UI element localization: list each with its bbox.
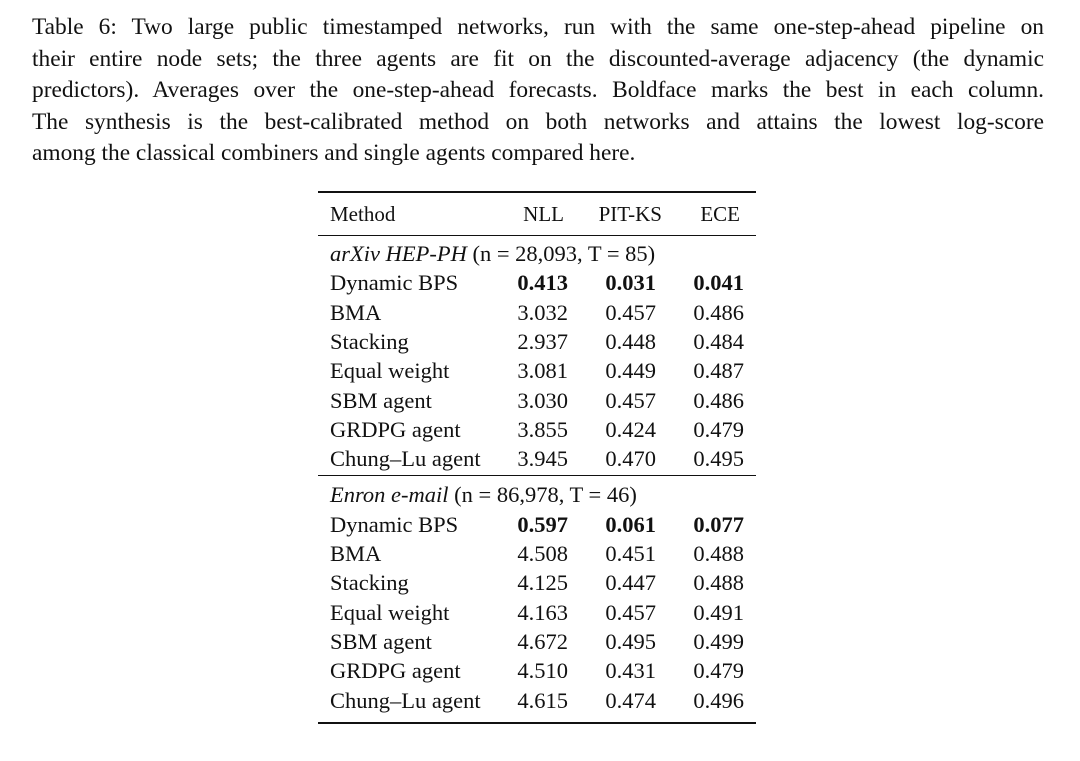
row-method: BMA — [330, 541, 382, 566]
section-rule — [318, 475, 756, 476]
cell-ece: 0.484 — [693, 328, 744, 354]
row-method: Chung–Lu agent — [330, 446, 481, 472]
row-method: SBM agent — [330, 628, 432, 654]
caption-line: Table 6: Two large public timestamped networks, run with the same one-step-ahead pipeline on — [32, 14, 1044, 40]
cell-pit-ks: 0.431 — [605, 658, 656, 684]
caption-line: their entire node sets; the three agents are fit on the discounted-average adjacency (the dynamic — [32, 45, 1044, 72]
cell-ece: 0.495 — [693, 446, 744, 472]
cell-pit-ks: 0.457 — [605, 599, 656, 625]
section-title — [330, 481, 637, 509]
row-method: Stacking — [330, 328, 409, 354]
cell-ece: 0.486 — [693, 387, 744, 413]
column-header-ece: ECE — [700, 202, 740, 226]
row-method: GRDPG agent — [330, 658, 461, 684]
row-method: Dynamic BPS — [330, 511, 459, 537]
table-caption — [32, 12, 1044, 170]
cell-pit-ks: 0.061 — [605, 511, 656, 537]
cell-pit-ks: 0.424 — [605, 416, 656, 442]
row-method: Equal weight — [330, 599, 450, 625]
caption-line: The synthesis is the best-calibrated method on both networks and attains the lowest log-score — [32, 108, 1044, 135]
cell-pit-ks: 0.451 — [605, 541, 656, 566]
row-method: SBM agent — [330, 387, 432, 413]
cell-nll: 3.081 — [517, 358, 568, 384]
cell-pit-ks: 0.447 — [605, 570, 656, 596]
cell-ece: 0.499 — [693, 628, 744, 654]
cell-ece: 0.486 — [693, 299, 744, 325]
cell-pit-ks: 0.457 — [605, 387, 656, 413]
cell-nll: 4.672 — [517, 628, 568, 654]
cell-ece: 0.496 — [693, 687, 744, 713]
cell-pit-ks: 0.474 — [605, 687, 656, 713]
cell-ece: 0.041 — [693, 270, 744, 296]
row-method: Equal weight — [330, 358, 450, 384]
row-method: GRDPG agent — [330, 416, 461, 442]
cell-nll: 3.032 — [517, 299, 568, 325]
row-method: Stacking — [330, 570, 409, 596]
cell-ece: 0.488 — [693, 541, 744, 566]
cell-nll: 3.030 — [517, 387, 568, 413]
table-top-rule — [318, 191, 756, 193]
cell-nll: 0.413 — [517, 270, 568, 296]
column-header-method: Method — [330, 202, 396, 226]
cell-pit-ks: 0.470 — [605, 446, 656, 472]
cell-ece: 0.077 — [693, 511, 744, 537]
cell-nll: 4.163 — [517, 599, 568, 625]
cell-pit-ks: 0.457 — [605, 299, 656, 325]
cell-pit-ks: 0.495 — [605, 628, 656, 654]
caption-line: among the classical combiners and single agents compared here. — [32, 140, 636, 166]
section-dataset-name: arXiv HEP-PH — [330, 241, 467, 266]
column-header-nll: NLL — [523, 202, 564, 226]
header-rule — [318, 235, 756, 236]
cell-ece: 0.479 — [693, 658, 744, 684]
cell-pit-ks: 0.031 — [605, 270, 656, 296]
cell-nll: 4.508 — [517, 541, 568, 566]
caption-line: predictors). Averages over the one-step-ahead forecasts. Boldface marks the best in each column. — [32, 77, 1044, 103]
cell-pit-ks: 0.449 — [605, 358, 656, 384]
cell-nll: 3.855 — [517, 416, 568, 442]
column-header-pit-ks: PIT-KS — [598, 202, 662, 226]
cell-pit-ks: 0.448 — [605, 328, 656, 354]
cell-ece: 0.488 — [693, 570, 744, 596]
cell-ece: 0.491 — [693, 599, 744, 625]
table-bottom-rule — [318, 722, 756, 724]
cell-ece: 0.487 — [693, 358, 744, 384]
cell-nll: 4.125 — [517, 570, 568, 596]
row-method: BMA — [330, 299, 382, 325]
section-title — [330, 240, 655, 268]
row-method: Chung–Lu agent — [330, 687, 481, 713]
cell-nll: 4.510 — [517, 658, 568, 684]
section-dataset-name: Enron e-mail — [330, 482, 449, 508]
row-method: Dynamic BPS — [330, 270, 459, 296]
section-dataset-size: (n = 28,093, T = 85) — [466, 241, 656, 266]
cell-nll: 0.597 — [517, 511, 568, 537]
cell-nll: 3.945 — [517, 446, 568, 472]
section-dataset-size: (n = 86,978, T = 46) — [448, 482, 637, 508]
cell-ece: 0.479 — [693, 416, 744, 442]
cell-nll: 2.937 — [517, 328, 568, 354]
cell-nll: 4.615 — [517, 687, 568, 713]
